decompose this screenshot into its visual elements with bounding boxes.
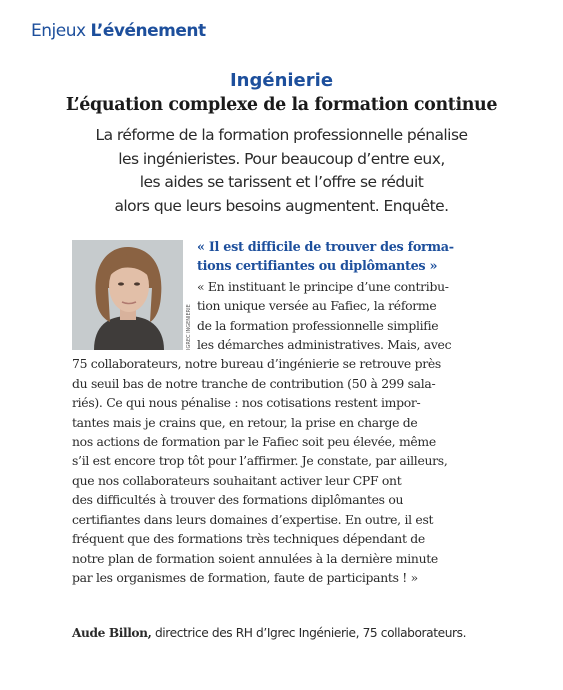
body-line: riés). Ce qui nous pénalise : nos cotisations restent impor- <box>72 395 421 411</box>
article-kicker: Ingénierie <box>229 70 334 91</box>
body-line: fréquent que des formations très techniques dépendant de <box>72 531 425 547</box>
section-header <box>31 21 206 41</box>
body-line: nos actions de formation par le Fafiec soit peu élevée, même <box>72 434 436 450</box>
body-line: notre plan de formation soient annulées à la dernière minute <box>72 550 438 566</box>
body-line: 75 collaborateurs, notre bureau d’ingénierie se retrouve près <box>72 356 441 372</box>
body-line: tion unique versée au Fafiec, la réforme <box>197 298 437 314</box>
body-line: par les organismes de formation, faute de participants ! » <box>72 569 418 585</box>
section-name: L’événement <box>90 21 206 41</box>
standfirst-line: les ingénieristes. Pour beaucoup d’entre eux, <box>118 149 445 168</box>
quote-title-line: « Il est difficile de trouver des forma- <box>197 240 454 255</box>
body-line: s’il est encore trop tôt pour l’affirmer. Je constate, par ailleurs, <box>72 453 448 469</box>
body-line: certifiantes dans leurs domaines d’expertise. En outre, il est <box>72 511 434 527</box>
standfirst-line: alors que leurs besoins augmentent. Enquête. <box>114 196 449 215</box>
body-line: que nos collaborateurs souhaitant activer leur CPF ont <box>72 472 402 488</box>
signature-name: Aude Billon, <box>72 626 152 640</box>
photo-credit: IGREC INGENIERIE <box>186 304 192 350</box>
body-line: du seuil bas de notre tranche de contribution (50 à 299 sala- <box>72 375 436 391</box>
standfirst-line: La réforme de la formation professionnelle pénalise <box>95 126 468 144</box>
interview-body <box>72 238 492 587</box>
article-standfirst <box>20 124 543 218</box>
section-prefix: Enjeux <box>31 21 86 41</box>
quote-title-line: tions certifiantes ou diplômantes » <box>197 259 438 275</box>
body-line: « En instituant le principe d’une contribu- <box>197 278 449 294</box>
article-headline: L’équation complexe de la formation continue <box>65 95 498 115</box>
body-line: tantes mais je crains que, en retour, la prise en charge de <box>72 414 418 430</box>
body-line: les démarches administratives. Mais, avec <box>197 337 452 353</box>
body-line: de la formation professionnelle simplifie <box>197 317 439 333</box>
signature <box>72 626 466 640</box>
body-line: des difficultés à trouver des formations diplômantes ou <box>72 492 404 508</box>
standfirst-line: les aides se tarissent et l’offre se réduit <box>139 173 424 191</box>
signature-role: directrice des RH d’Igrec Ingénierie, 75 collaborateurs. <box>151 626 467 640</box>
